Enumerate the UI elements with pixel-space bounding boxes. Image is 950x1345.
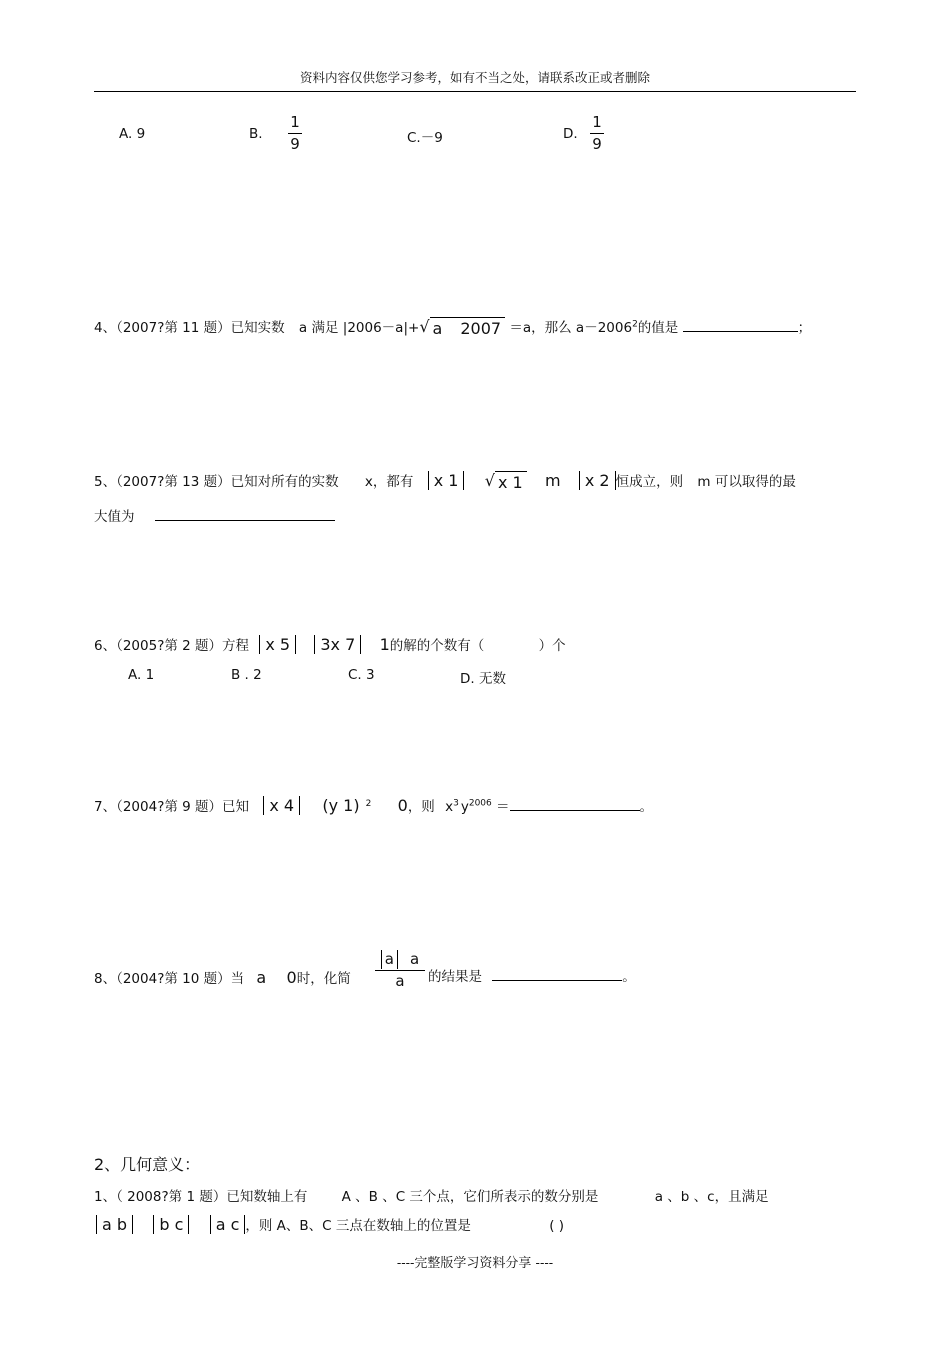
q4-sqrt-b: 2007 (460, 319, 502, 338)
s2q1-abs1: a b (96, 1215, 133, 1234)
question-6 (94, 634, 566, 654)
s2q1-vars: a 、b 、c，且满足 (654, 1189, 769, 1205)
header-note: 资料内容仅供您学习参考，如有不当之处，请联系改正或者删除 (299, 70, 650, 85)
s2-question-1-line2 (96, 1214, 564, 1234)
q7-square: (y 1) (322, 796, 360, 815)
footer-note: ----完整版学习资料分享 ---- (396, 1256, 554, 1271)
q4-end: ； (797, 320, 812, 336)
q5-abs2: x 2 (579, 471, 616, 490)
option-d-prefix: D. (563, 126, 578, 142)
q4-sqrt-a: a (432, 319, 443, 338)
q7-y-exp: 2006 (468, 798, 492, 809)
q8-numerator (381, 950, 419, 969)
section-2-title: 2、几何意义： (94, 1155, 201, 1174)
s2q1-abs3: a c (210, 1215, 246, 1234)
q8-tail-line (428, 965, 636, 985)
q5-tail: 恒成立，则 (615, 474, 684, 490)
q4-exp: 2 (632, 319, 638, 330)
q6-option-b: B . 2 (231, 667, 262, 683)
question-4 (94, 316, 811, 338)
s2q1-points: A 、B 、C 三个点，它们所表示的数分别是 (341, 1189, 599, 1205)
q7-y: y (460, 799, 469, 815)
fraction-bar (590, 133, 604, 134)
q4-var: a 满足 |2006－a|+ (298, 320, 420, 336)
header-rule (94, 91, 856, 92)
s2q1-abs2: b c (153, 1215, 189, 1234)
s2q1-paren: ( ) (549, 1218, 565, 1234)
q8-cond-a: a (256, 968, 267, 987)
q5-line2: 大值为 (94, 509, 135, 525)
question-7 (94, 795, 653, 815)
q8-end: 。 (622, 969, 636, 985)
q7-abs1: x 4 (263, 796, 300, 815)
q6-tail2: ）个 (538, 638, 566, 654)
question-5 (94, 470, 796, 492)
s2q1-tail: ，则 A、B、C 三点在数轴上的位置是 (245, 1218, 471, 1234)
option-b-numerator: 1 (290, 113, 300, 131)
q6-tail: 的解的个数有（ (389, 638, 485, 654)
q7-end: 。 (639, 799, 654, 815)
option-b-prefix: B. (249, 126, 263, 142)
q7-prefix: 7、（2004?第 9 题）已知 (94, 799, 250, 815)
question-8 (94, 967, 351, 987)
fraction-bar (288, 133, 302, 134)
q4-eq: ＝a，那么 a－2006 (509, 320, 633, 336)
fraction-bar (375, 970, 425, 971)
q4-prefix: 4、（2007?第 11 题）已知实数 (94, 320, 285, 336)
q4-sqrt: √ a 2007 (419, 317, 505, 338)
q4-tail: 的值是 (637, 320, 679, 336)
option-d-numerator: 1 (592, 113, 602, 131)
q7-zero: 0 (397, 796, 408, 815)
q6-abs2: 3x 7 (314, 635, 361, 654)
q8-tail: 的结果是 (428, 969, 482, 985)
q7-answer-blank (510, 797, 640, 811)
q5-m2: m 可以取得的最 (697, 474, 796, 490)
q8-denominator: a (395, 972, 405, 990)
q6-option-c: C. 3 (348, 667, 375, 683)
s2-question-1 (94, 1185, 769, 1205)
q5-sqrt-radicand: x 1 (495, 471, 527, 492)
q7-x: x (445, 799, 454, 815)
q8-when: 时，化简 (296, 971, 351, 987)
s2q1-prefix: 1、（ 2008?第 1 题）已知数轴上有 (94, 1189, 308, 1205)
option-d-denominator: 9 (592, 135, 602, 153)
question-5-line2 (94, 505, 335, 525)
q8-cond-0: 0 (286, 968, 297, 987)
q5-m: m (544, 471, 561, 490)
q7-x-exp: 3 (453, 798, 459, 809)
option-c: C.－9 (407, 130, 443, 146)
q8-fraction (375, 950, 425, 991)
q8-prefix: 8、（2004?第 10 题）当 (94, 971, 245, 987)
q8-num-a: a (410, 950, 420, 968)
q8-num-abs: a (381, 950, 398, 969)
option-b-denominator: 9 (290, 135, 300, 153)
option-b-fraction (288, 113, 302, 154)
q5-x: x，都有 (364, 474, 414, 490)
q7-eq: ＝ (496, 799, 510, 815)
option-a: A. 9 (119, 126, 146, 142)
q6-abs1: x 5 (259, 635, 296, 654)
q6-option-a: A. 1 (128, 667, 155, 683)
q7-square-exp: 2 (365, 798, 372, 809)
q6-prefix: 6、（2005?第 2 题）方程 (94, 638, 250, 654)
q4-answer-blank (683, 318, 798, 332)
q5-prefix: 5、（2007?第 13 题）已知对所有的实数 (94, 474, 339, 490)
q5-answer-blank (155, 507, 335, 521)
q7-then: ，则 (407, 799, 435, 815)
q5-abs1: x 1 (428, 471, 465, 490)
q6-rhs: 1 (379, 635, 390, 654)
q5-sqrt: √ x 1 (485, 471, 527, 492)
option-d-fraction (590, 113, 604, 154)
q8-answer-blank (492, 967, 622, 981)
q6-option-d: D. 无数 (460, 671, 506, 687)
